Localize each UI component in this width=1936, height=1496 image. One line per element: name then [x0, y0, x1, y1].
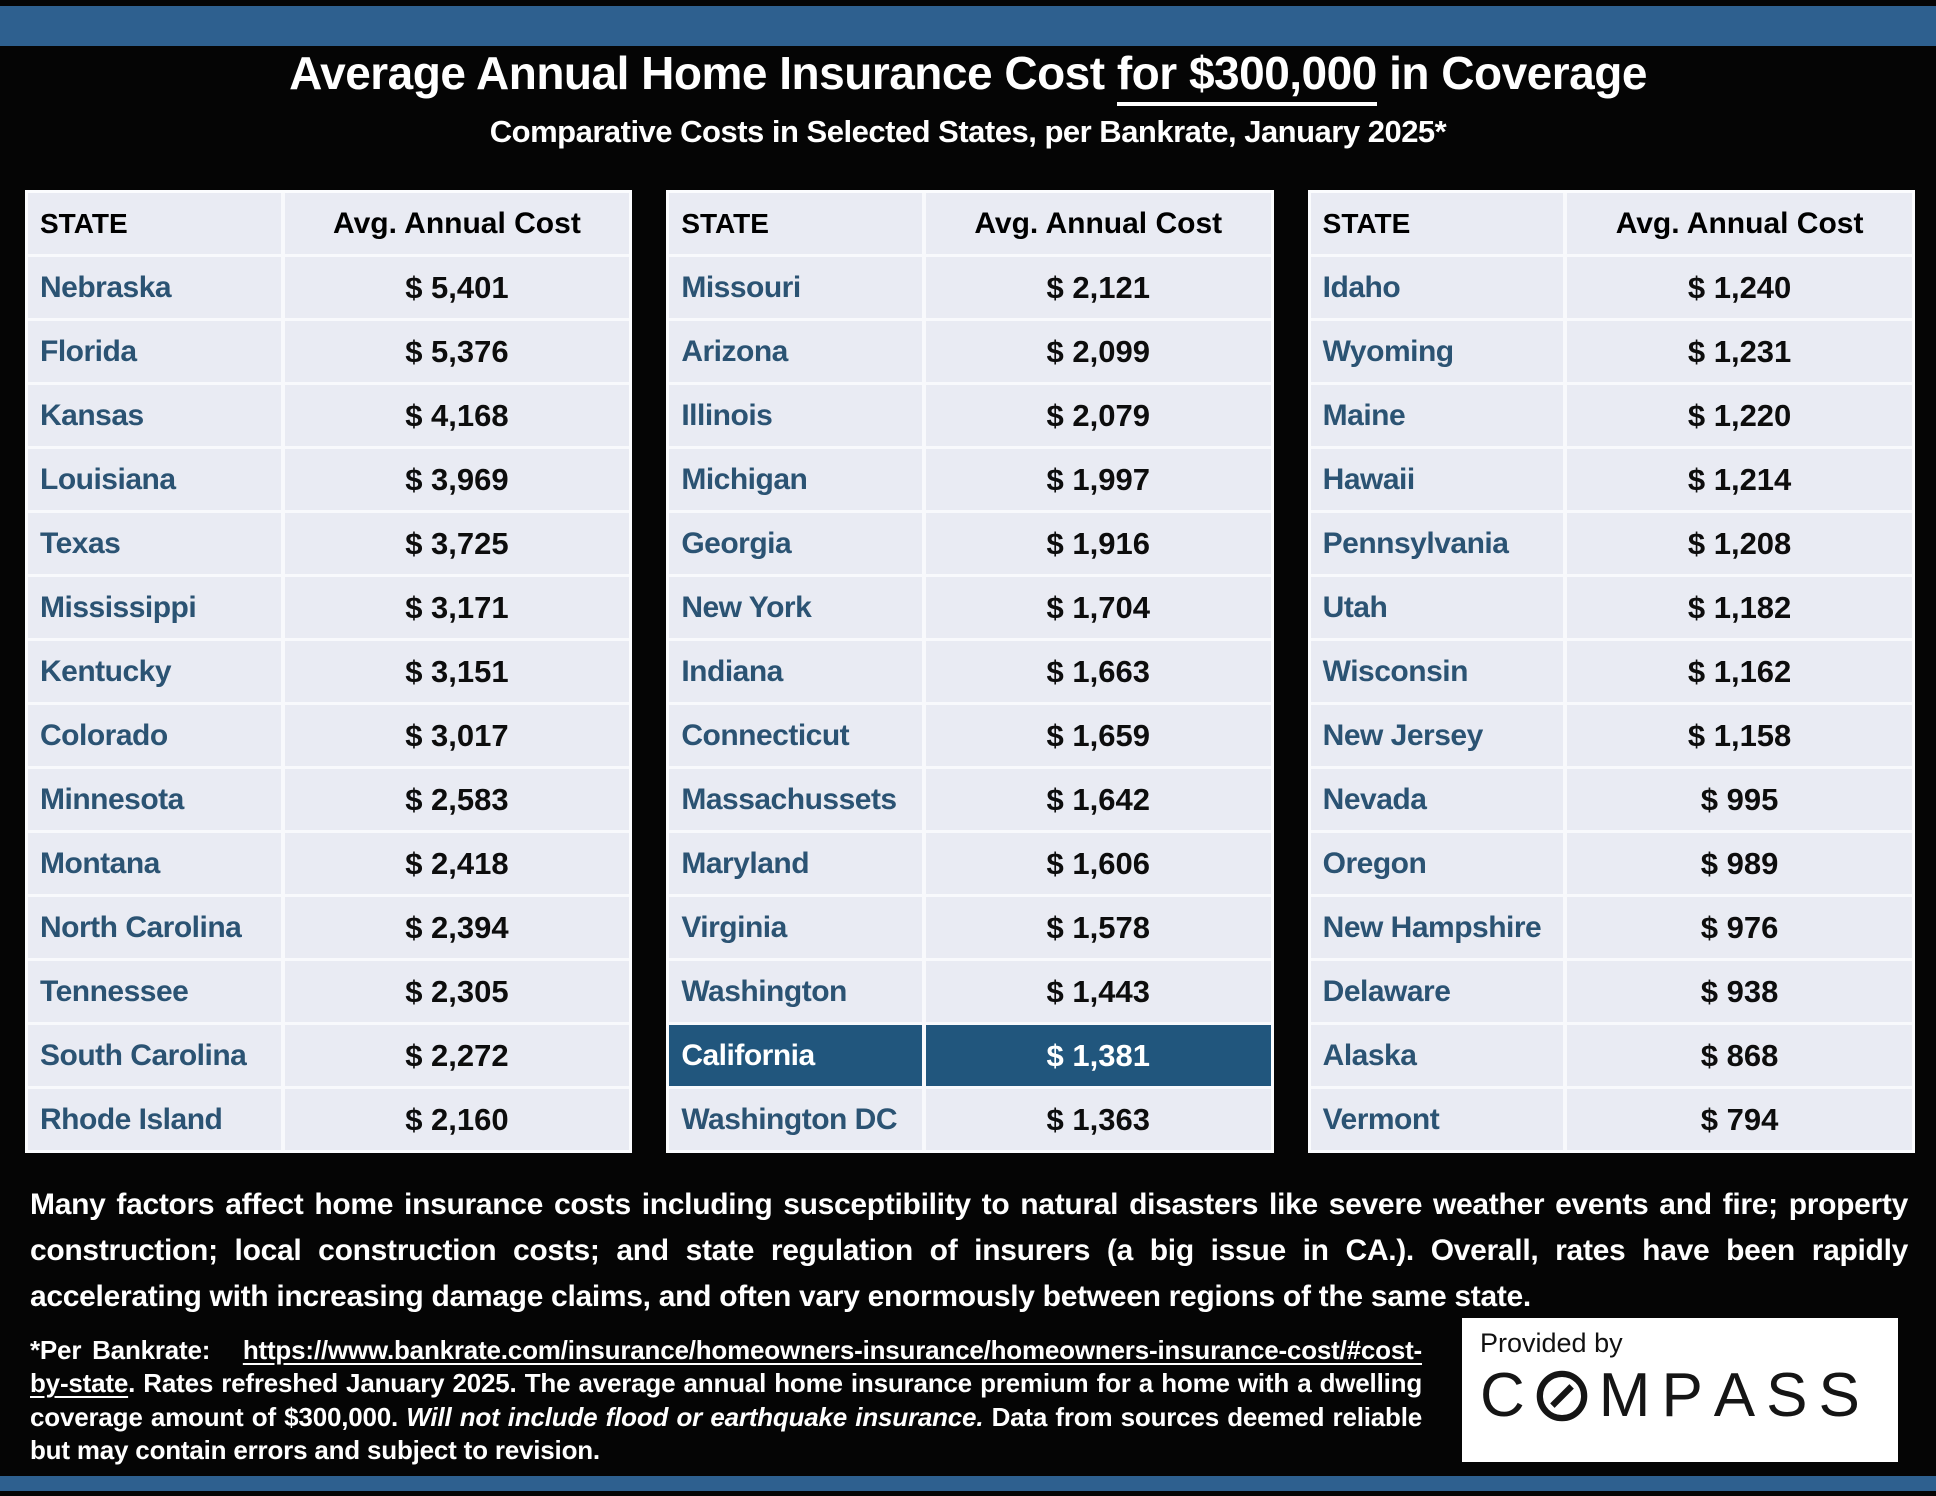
state-name: Nebraska: [28, 257, 281, 318]
state-name: Kentucky: [28, 641, 281, 702]
table-header-row: [1311, 193, 1912, 254]
avg-annual-cost: $ 1,663: [926, 641, 1271, 702]
avg-annual-cost: $ 1,214: [1567, 449, 1912, 510]
explanatory-note: Many factors affect home insurance costs including susceptibility to natural disasters like severe weather events and fire; property construction; local construction costs; and state regulation of insurers (a big issue in CA.). Overall, rates have been rapidly accelerating with increasing damage claims, and often vary enormously between regions of the same state.: [30, 1188, 1908, 1313]
state-name: Illinois: [669, 385, 922, 446]
state-name: Arizona: [669, 321, 922, 382]
state-name: Georgia: [669, 513, 922, 574]
state-name: Oregon: [1311, 833, 1564, 894]
avg-annual-cost: $ 938: [1567, 961, 1912, 1022]
avg-annual-cost: $ 2,160: [285, 1089, 630, 1150]
table-row: [1311, 449, 1912, 510]
brand-letter: S: [1818, 1361, 1860, 1430]
state-name: Massachussets: [669, 769, 922, 830]
table-row: [669, 705, 1270, 766]
footnote-mid: . Rates refreshed January 2025. The average annual home insurance premium for a home with a dwelling coverage amount of $300,000.: [30, 1368, 1422, 1432]
table-row: [1311, 257, 1912, 318]
avg-annual-cost: $ 2,583: [285, 769, 630, 830]
avg-annual-cost: $ 1,220: [1567, 385, 1912, 446]
state-name: Maine: [1311, 385, 1564, 446]
avg-annual-cost: $ 1,916: [926, 513, 1271, 574]
avg-annual-cost: $ 3,725: [285, 513, 630, 574]
avg-annual-cost: $ 1,704: [926, 577, 1271, 638]
table-row: [1311, 769, 1912, 830]
table-row: [669, 449, 1270, 510]
title-underlined-amount: for $300,000: [1117, 47, 1377, 106]
avg-annual-cost: $ 1,240: [1567, 257, 1912, 318]
table-row: [28, 449, 629, 510]
table-row: [669, 833, 1270, 894]
avg-annual-cost: $ 2,121: [926, 257, 1271, 318]
state-name: Indiana: [669, 641, 922, 702]
avg-annual-cost: $ 1,659: [926, 705, 1271, 766]
table-row: [1311, 961, 1912, 1022]
table-row: [669, 641, 1270, 702]
avg-annual-cost: $ 1,997: [926, 449, 1271, 510]
title-pre: Average Annual Home Insurance Cost: [289, 47, 1117, 99]
table-row: [669, 257, 1270, 318]
table-row: [28, 961, 629, 1022]
provider-box: [1462, 1318, 1898, 1462]
table-row: [1311, 321, 1912, 382]
state-name: Delaware: [1311, 961, 1564, 1022]
table-row: [669, 897, 1270, 958]
avg-annual-cost: $ 794: [1567, 1089, 1912, 1150]
cost-column-header: Avg. Annual Cost: [926, 193, 1271, 254]
state-name: Rhode Island: [28, 1089, 281, 1150]
table-row: [28, 513, 629, 574]
table-row: [28, 257, 629, 318]
cost-table-3: [1308, 190, 1915, 1153]
state-name: Florida: [28, 321, 281, 382]
table-row: [1311, 1089, 1912, 1150]
table-header-row: [669, 193, 1270, 254]
state-name: Utah: [1311, 577, 1564, 638]
state-name: Washington DC: [669, 1089, 922, 1150]
avg-annual-cost: $ 1,158: [1567, 705, 1912, 766]
table-row: [28, 641, 629, 702]
avg-annual-cost: $ 5,401: [285, 257, 630, 318]
state-name: Vermont: [1311, 1089, 1564, 1150]
avg-annual-cost: $ 1,443: [926, 961, 1271, 1022]
avg-annual-cost: $ 1,381: [926, 1025, 1271, 1086]
state-name: Colorado: [28, 705, 281, 766]
state-name: Idaho: [1311, 257, 1564, 318]
footnote-italic: Will not include flood or earthquake insurance.: [406, 1401, 984, 1432]
state-name: Missouri: [669, 257, 922, 318]
bottom-accent-bar: [0, 1476, 1936, 1491]
table-row: [28, 577, 629, 638]
avg-annual-cost: $ 1,642: [926, 769, 1271, 830]
avg-annual-cost: $ 2,099: [926, 321, 1271, 382]
compass-logo: [1480, 1361, 1898, 1430]
cost-table-2: [666, 190, 1273, 1153]
avg-annual-cost: $ 1,363: [926, 1089, 1271, 1150]
state-name: Michigan: [669, 449, 922, 510]
state-name: New Jersey: [1311, 705, 1564, 766]
table-row: [28, 1089, 629, 1150]
source-footnote: [30, 1334, 1422, 1467]
cost-column-header: Avg. Annual Cost: [285, 193, 630, 254]
avg-annual-cost: $ 1,231: [1567, 321, 1912, 382]
table-row: [28, 385, 629, 446]
state-column-header: STATE: [28, 193, 281, 254]
table-row: [1311, 641, 1912, 702]
avg-annual-cost: $ 3,151: [285, 641, 630, 702]
table-row: [28, 705, 629, 766]
state-name: Minnesota: [28, 769, 281, 830]
table-row: [1311, 577, 1912, 638]
state-name: New Hampshire: [1311, 897, 1564, 958]
cost-column-header: Avg. Annual Cost: [1567, 193, 1912, 254]
state-name: Tennessee: [28, 961, 281, 1022]
state-column-header: STATE: [1311, 193, 1564, 254]
avg-annual-cost: $ 989: [1567, 833, 1912, 894]
table-row: [669, 577, 1270, 638]
avg-annual-cost: $ 1,162: [1567, 641, 1912, 702]
avg-annual-cost: $ 1,606: [926, 833, 1271, 894]
state-name: Nevada: [1311, 769, 1564, 830]
avg-annual-cost: $ 2,305: [285, 961, 630, 1022]
state-name: Kansas: [28, 385, 281, 446]
state-name: California: [669, 1025, 922, 1086]
avg-annual-cost: $ 1,182: [1567, 577, 1912, 638]
avg-annual-cost: $ 1,208: [1567, 513, 1912, 574]
top-accent-bar: [0, 6, 1936, 46]
bankrate-link[interactable]: https://www.bankrate.com/insurance/homeowners-insurance/homeowners-insurance-cost/#cost-by-state: [30, 1335, 1422, 1399]
footnote-prefix: *Per Bankrate:: [30, 1335, 243, 1365]
brand-letter: M: [1598, 1361, 1651, 1430]
table-row-highlighted: [669, 1025, 1270, 1086]
state-name: North Carolina: [28, 897, 281, 958]
state-name: Louisiana: [28, 449, 281, 510]
provided-by-label: Provided by: [1480, 1328, 1623, 1358]
table-row: [669, 1089, 1270, 1150]
state-name: Alaska: [1311, 1025, 1564, 1086]
brand-letter: C: [1480, 1361, 1525, 1430]
avg-annual-cost: $ 995: [1567, 769, 1912, 830]
brand-letter: A: [1713, 1361, 1756, 1430]
page-subtitle: Comparative Costs in Selected States, per Bankrate, January 2025*: [489, 114, 1447, 149]
compass-needle-o-icon: [1536, 1370, 1588, 1422]
table-row: [28, 769, 629, 830]
avg-annual-cost: $ 3,017: [285, 705, 630, 766]
state-name: South Carolina: [28, 1025, 281, 1086]
avg-annual-cost: $ 2,272: [285, 1025, 630, 1086]
state-name: Connecticut: [669, 705, 922, 766]
state-name: Wyoming: [1311, 321, 1564, 382]
table-row: [669, 321, 1270, 382]
avg-annual-cost: $ 2,079: [926, 385, 1271, 446]
avg-annual-cost: $ 3,171: [285, 577, 630, 638]
avg-annual-cost: $ 868: [1567, 1025, 1912, 1086]
avg-annual-cost: $ 3,969: [285, 449, 630, 510]
table-row: [1311, 705, 1912, 766]
state-name: Texas: [28, 513, 281, 574]
table-row: [669, 961, 1270, 1022]
table-header-row: [28, 193, 629, 254]
cost-table-1: [25, 190, 632, 1153]
table-row: [28, 1025, 629, 1086]
table-row: [1311, 385, 1912, 446]
table-row: [28, 321, 629, 382]
state-name: Montana: [28, 833, 281, 894]
table-row: [28, 897, 629, 958]
brand-letter: S: [1766, 1361, 1808, 1430]
footnote-suffix: Data from sources deemed reliable but may contain errors and subject to revision.: [30, 1401, 1422, 1465]
state-name: Hawaii: [1311, 449, 1564, 510]
table-row: [1311, 897, 1912, 958]
title-post: in Coverage: [1376, 47, 1647, 99]
table-row: [28, 833, 629, 894]
state-name: Virginia: [669, 897, 922, 958]
avg-annual-cost: $ 2,394: [285, 897, 630, 958]
avg-annual-cost: $ 976: [1567, 897, 1912, 958]
state-name: Washington: [669, 961, 922, 1022]
table-row: [669, 513, 1270, 574]
state-name: Maryland: [669, 833, 922, 894]
state-name: Mississippi: [28, 577, 281, 638]
page-title: [0, 46, 1936, 100]
table-row: [669, 769, 1270, 830]
state-name: New York: [669, 577, 922, 638]
table-row: [1311, 1025, 1912, 1086]
avg-annual-cost: $ 5,376: [285, 321, 630, 382]
state-name: Pennsylvania: [1311, 513, 1564, 574]
state-cost-tables: [25, 190, 1915, 1153]
avg-annual-cost: $ 2,418: [285, 833, 630, 894]
avg-annual-cost: $ 4,168: [285, 385, 630, 446]
brand-letter: P: [1661, 1361, 1703, 1430]
table-row: [1311, 833, 1912, 894]
avg-annual-cost: $ 1,578: [926, 897, 1271, 958]
table-row: [1311, 513, 1912, 574]
state-name: Wisconsin: [1311, 641, 1564, 702]
table-row: [669, 385, 1270, 446]
state-column-header: STATE: [669, 193, 922, 254]
